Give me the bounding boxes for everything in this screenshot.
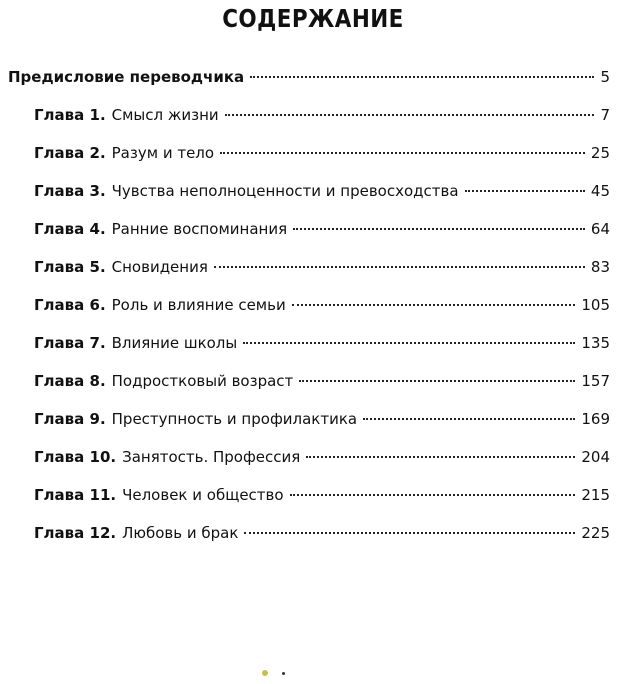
- toc-page-number: 7: [600, 106, 610, 124]
- toc-entry: [34, 140, 610, 166]
- dot-leader: [243, 342, 575, 344]
- toc-row: [0, 368, 626, 394]
- chapter-title: Ранние воспоминания: [111, 220, 288, 238]
- toc-entry: [34, 178, 610, 204]
- dot-leader: [225, 114, 595, 116]
- toc-page-number: 64: [590, 220, 610, 238]
- toc-entry: [34, 520, 610, 546]
- dot-leader: [292, 304, 576, 306]
- dot-leader: [214, 266, 585, 268]
- toc-page-number: 5: [600, 68, 610, 86]
- chapter-title: Сновидения: [111, 258, 208, 276]
- toc-row: [0, 102, 626, 128]
- dot-leader: [220, 152, 585, 154]
- chapter-number: Глава 3.: [34, 182, 106, 200]
- toc-entry: [34, 254, 610, 280]
- toc-entry: [34, 216, 610, 242]
- chapter-number: Глава 4.: [34, 220, 106, 238]
- toc-entry: [34, 444, 610, 470]
- chapter-number: Глава 2.: [34, 144, 106, 162]
- toc-page-number: 204: [581, 448, 610, 466]
- dot-leader: [290, 494, 576, 496]
- toc-page-number: 105: [581, 296, 610, 314]
- toc-entry: [34, 330, 610, 356]
- chapter-title: Человек и общество: [122, 486, 284, 504]
- toc-page-number: 169: [581, 410, 610, 428]
- toc-page-number: 225: [581, 524, 610, 542]
- toc-page-number: 45: [590, 182, 610, 200]
- dot-leader: [465, 190, 585, 192]
- chapter-number: Глава 12.: [34, 524, 117, 542]
- toc-page-number: 135: [581, 334, 610, 352]
- toc-entry: [34, 102, 610, 128]
- toc-page-number: 215: [581, 486, 610, 504]
- print-speck: [262, 670, 268, 676]
- toc-entry: [34, 406, 610, 432]
- chapter-number: Глава 11.: [34, 486, 117, 504]
- print-speck: [282, 672, 285, 675]
- toc-entry: [34, 292, 610, 318]
- toc-row: [0, 216, 626, 242]
- toc-entry: [34, 482, 610, 508]
- chapter-number: Глава 1.: [34, 106, 106, 124]
- dot-leader: [363, 418, 575, 420]
- dot-leader: [306, 456, 575, 458]
- toc-row: [0, 444, 626, 470]
- toc-page-number: 83: [590, 258, 610, 276]
- toc-row: [0, 482, 626, 508]
- chapter-title: Занятость. Профессия: [122, 448, 301, 466]
- dot-leader: [293, 228, 585, 230]
- chapter-number: Глава 6.: [34, 296, 106, 314]
- page-title: СОДЕРЖАНИЕ: [222, 4, 404, 33]
- toc-row: [0, 292, 626, 318]
- toc-entry: [34, 368, 610, 394]
- chapter-number: Глава 9.: [34, 410, 106, 428]
- chapter-number: Глава 7.: [34, 334, 106, 352]
- chapter-title: Разум и тело: [111, 144, 215, 162]
- dot-leader: [250, 76, 594, 78]
- chapter-number: Глава 8.: [34, 372, 106, 390]
- toc-row: [0, 406, 626, 432]
- chapter-number: Глава 10.: [34, 448, 117, 466]
- toc-entry-preface: [8, 64, 610, 90]
- toc-row: [0, 254, 626, 280]
- chapter-title: Подростковый возраст: [111, 372, 294, 390]
- toc-row: [0, 140, 626, 166]
- dot-leader: [299, 380, 575, 382]
- chapter-title: Преступность и профилактика: [111, 410, 358, 428]
- chapter-number: Глава 5.: [34, 258, 106, 276]
- toc-entry-label: Предисловие переводчика: [8, 68, 245, 86]
- chapter-title: Любовь и брак: [122, 524, 239, 542]
- toc-row-preface: [0, 64, 626, 90]
- toc-row: [0, 520, 626, 546]
- toc-row: [0, 178, 626, 204]
- chapter-title: Роль и влияние семьи: [111, 296, 286, 314]
- toc-page-number: 25: [590, 144, 610, 162]
- chapter-title: Смысл жизни: [111, 106, 219, 124]
- toc-page-number: 157: [581, 372, 610, 390]
- chapter-title: Влияние школы: [111, 334, 238, 352]
- dot-leader: [244, 532, 575, 534]
- chapter-title: Чувства неполноценности и превосходства: [111, 182, 459, 200]
- toc-row: [0, 330, 626, 356]
